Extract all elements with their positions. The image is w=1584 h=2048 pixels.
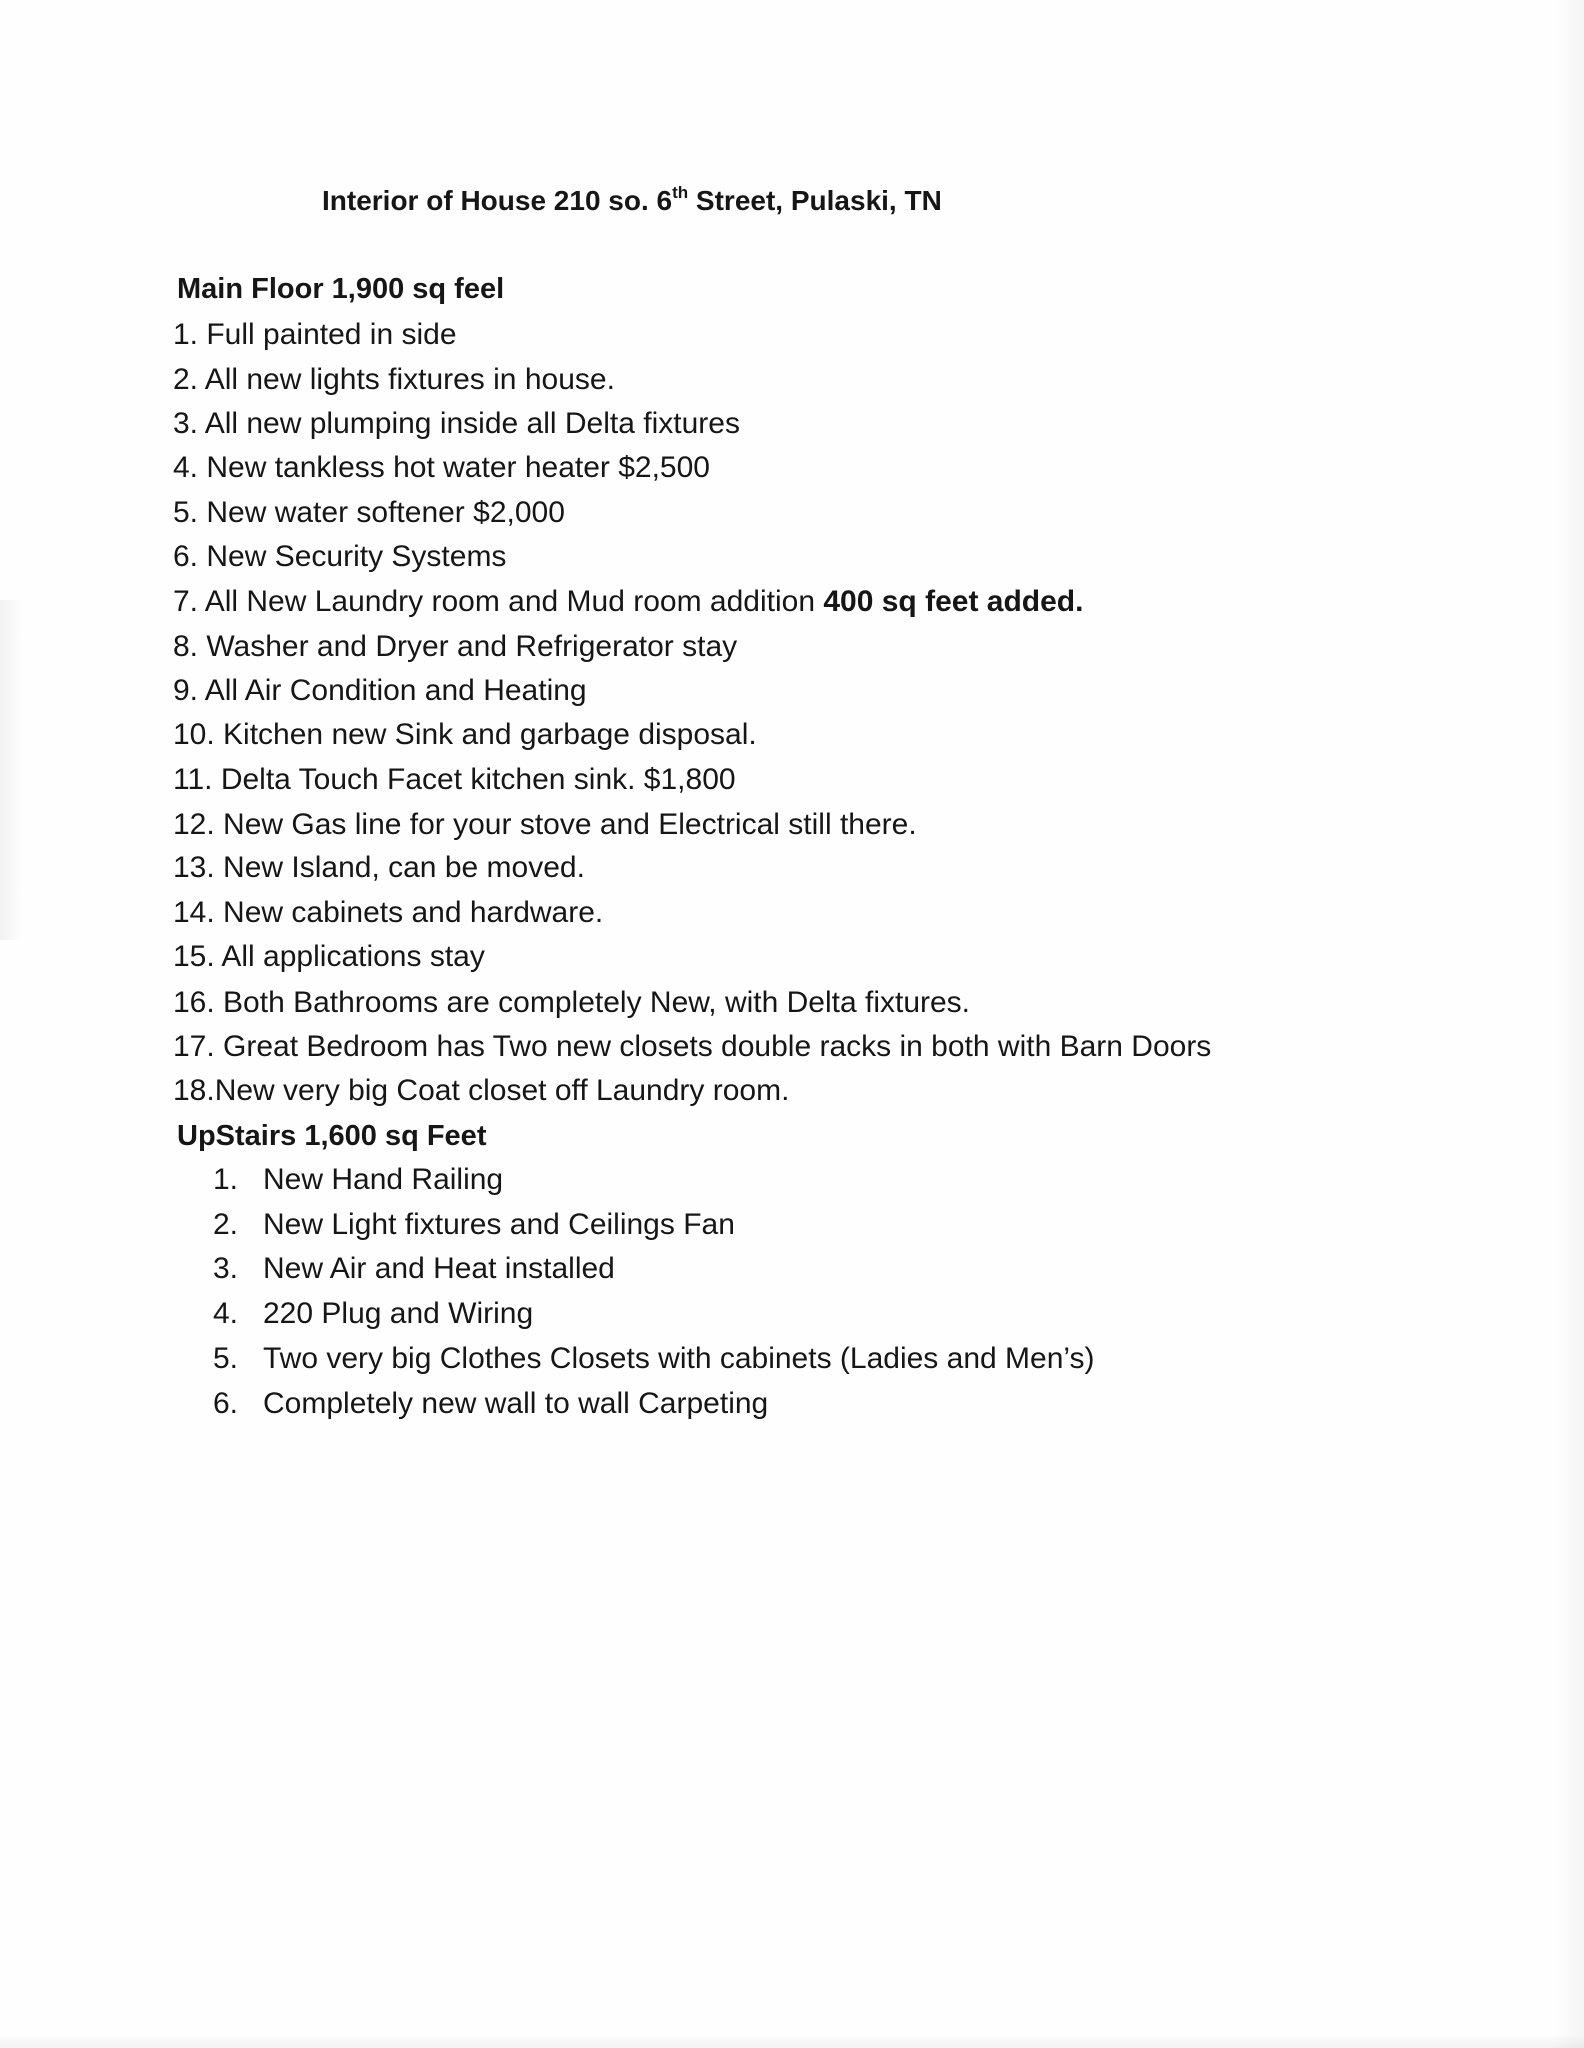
upstairs-item-number: 6. (213, 1387, 239, 1420)
main-floor-item: 5. New water softener $2,000 (173, 496, 565, 529)
upstairs-item-number: 3. (213, 1252, 239, 1285)
main-floor-item: 2. All new lights fixtures in house. (173, 363, 615, 396)
scan-edge (1554, 0, 1584, 2048)
main-floor-item: 16. Both Bathrooms are completely New, with Delta fixtures. (173, 986, 971, 1019)
main-floor-item: 15. All applications stay (173, 940, 485, 973)
main-floor-item: 13. New Island, can be moved. (173, 851, 585, 884)
upstairs-item-text: New Light fixtures and Ceilings Fan (263, 1208, 735, 1241)
upstairs-item-number: 4. (213, 1297, 239, 1330)
main-floor-item: 6. New Security Systems (173, 540, 507, 573)
scan-edge-bottom (0, 2034, 1584, 2048)
upstairs-item-number: 5. (213, 1342, 239, 1375)
main-floor-heading: Main Floor 1,900 sq feel (177, 273, 505, 305)
main-floor-item: 12. New Gas line for your stove and Electrical still there. (173, 808, 917, 841)
main-floor-item: 17. Great Bedroom has Two new closets double racks in both with Barn Doors (173, 1030, 1212, 1063)
main-floor-item: 4. New tankless hot water heater $2,500 (173, 451, 710, 484)
upstairs-item-number: 1. (213, 1163, 239, 1196)
main-floor-item: 18.New very big Coat closet off Laundry room. (173, 1074, 790, 1107)
upstairs-heading: UpStairs 1,600 sq Feet (177, 1120, 487, 1152)
main-floor-item: 9. All Air Condition and Heating (173, 674, 587, 707)
document-title: Interior of House 210 so. 6th Street, Pulaski, TN (322, 183, 942, 216)
upstairs-item-text: New Hand Railing (263, 1163, 504, 1196)
title-superscript: th (672, 183, 689, 202)
main-floor-item: 7. All New Laundry room and Mud room addition 400 sq feet added. (173, 585, 1084, 618)
main-floor-item: 14. New cabinets and hardware. (173, 896, 604, 929)
added-area-note: 400 sq feet added. (823, 585, 1084, 618)
main-floor-item: 8. Washer and Dryer and Refrigerator stay (173, 630, 738, 663)
upstairs-item-text: Two very big Clothes Closets with cabinets (Ladies and Men’s) (263, 1342, 1095, 1375)
upstairs-item-number: 2. (213, 1208, 239, 1241)
upstairs-item-text: 220 Plug and Wiring (263, 1297, 534, 1330)
main-floor-item: 10. Kitchen new Sink and garbage disposal. (173, 718, 757, 751)
main-floor-item: 3. All new plumping inside all Delta fixtures (173, 407, 740, 440)
upstairs-item-text: New Air and Heat installed (263, 1252, 615, 1285)
scan-shadow (0, 600, 22, 940)
main-floor-item: 11. Delta Touch Facet kitchen sink. $1,800 (173, 763, 736, 796)
upstairs-item-text: Completely new wall to wall Carpeting (263, 1387, 769, 1420)
main-floor-item: 1. Full painted in side (173, 318, 457, 351)
